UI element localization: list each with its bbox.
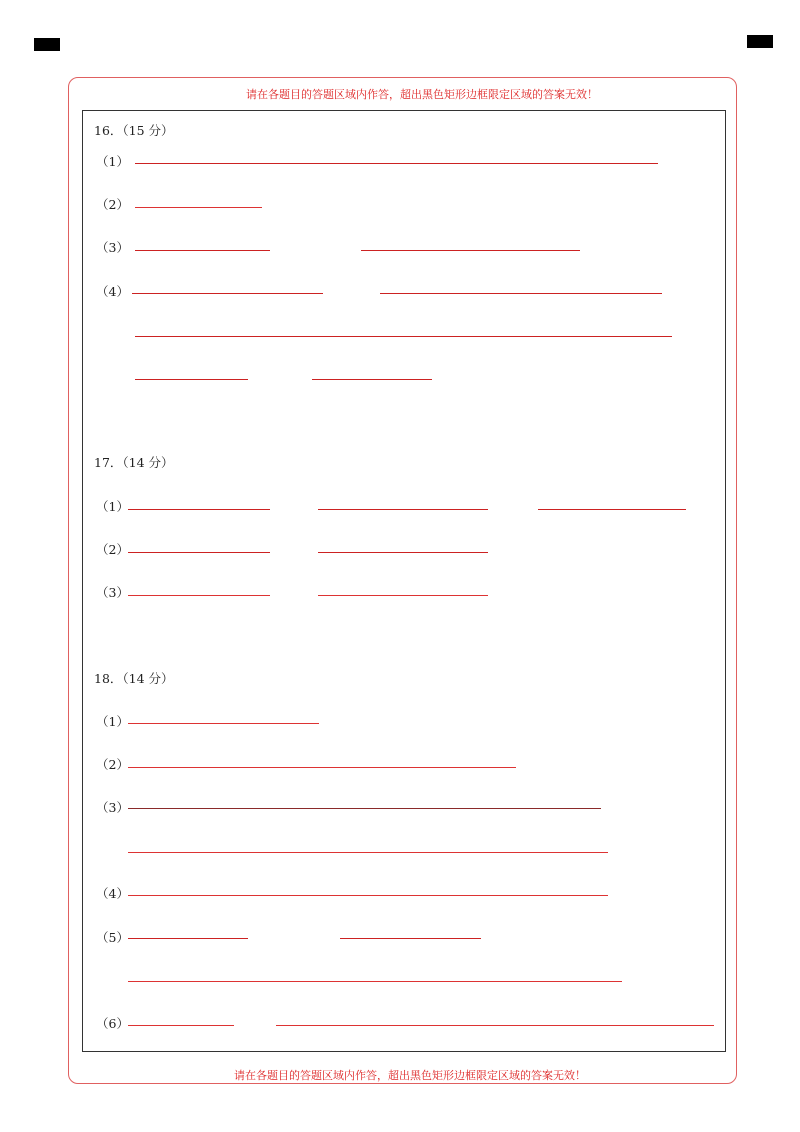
q18-part-6-answer-line-1[interactable]	[128, 1025, 234, 1026]
q18-part-2-answer-line[interactable]	[128, 767, 516, 768]
q16-part-4-answer-line-4[interactable]	[135, 379, 248, 380]
q17-part-2-answer-line-1[interactable]	[128, 552, 270, 553]
q16-part-4-label: （4）	[96, 284, 129, 299]
q17-part-1-answer-line-1[interactable]	[128, 509, 270, 510]
q16-part-3-answer-line-2[interactable]	[361, 250, 580, 251]
q18-part-5-answer-line-1[interactable]	[128, 938, 248, 939]
question-16-title: 16．（15 分）	[94, 123, 174, 138]
notice-top: 请在各题目的答题区域内作答，超出黑色矩形边框限定区域的答案无效！	[246, 88, 598, 101]
question-17-title: 17．（14 分）	[94, 455, 174, 470]
q18-part-5-answer-line-2[interactable]	[340, 938, 481, 939]
q17-part-2-answer-line-2[interactable]	[318, 552, 488, 553]
alignment-marker-right	[747, 35, 773, 48]
q16-part-4-answer-line-3[interactable]	[135, 336, 672, 337]
q17-part-1-answer-line-2[interactable]	[318, 509, 488, 510]
q16-part-1-answer-line[interactable]	[135, 163, 658, 164]
q18-part-5-answer-line-3[interactable]	[128, 981, 622, 982]
q18-part-2-label: （2）	[96, 757, 129, 772]
q16-part-3-answer-line-1[interactable]	[135, 250, 270, 251]
q17-part-1-label: （1）	[96, 499, 129, 514]
q16-part-2-answer-line[interactable]	[135, 207, 262, 208]
q18-part-3-label: （3）	[96, 800, 129, 815]
q18-part-4-label: （4）	[96, 886, 129, 901]
alignment-marker-left	[34, 38, 60, 51]
q18-part-6-label: （6）	[96, 1016, 129, 1031]
answer-region-frame	[82, 110, 726, 1052]
q18-part-4-answer-line[interactable]	[128, 895, 608, 896]
q17-part-1-answer-line-3[interactable]	[538, 509, 686, 510]
q16-part-2-label: （2）	[96, 197, 129, 212]
question-18-title: 18．（14 分）	[94, 671, 174, 686]
q16-part-4-answer-line-1[interactable]	[132, 293, 323, 294]
q17-part-3-answer-line-1[interactable]	[128, 595, 270, 596]
q18-part-1-label: （1）	[96, 714, 129, 729]
q18-part-5-label: （5）	[96, 930, 129, 945]
q16-part-4-answer-line-2[interactable]	[380, 293, 662, 294]
q18-part-6-answer-line-2[interactable]	[276, 1025, 714, 1026]
q17-part-2-label: （2）	[96, 542, 129, 557]
q16-part-1-label: （1）	[96, 154, 129, 169]
notice-bottom: 请在各题目的答题区域内作答，超出黑色矩形边框限定区域的答案无效！	[234, 1069, 586, 1082]
q18-part-3-answer-line-2[interactable]	[128, 852, 608, 853]
q17-part-3-label: （3）	[96, 585, 129, 600]
q17-part-3-answer-line-2[interactable]	[318, 595, 488, 596]
q16-part-4-answer-line-5[interactable]	[312, 379, 432, 380]
q18-part-1-answer-line[interactable]	[128, 723, 319, 724]
q18-part-3-answer-line-1[interactable]	[128, 808, 601, 809]
q16-part-3-label: （3）	[96, 240, 129, 255]
